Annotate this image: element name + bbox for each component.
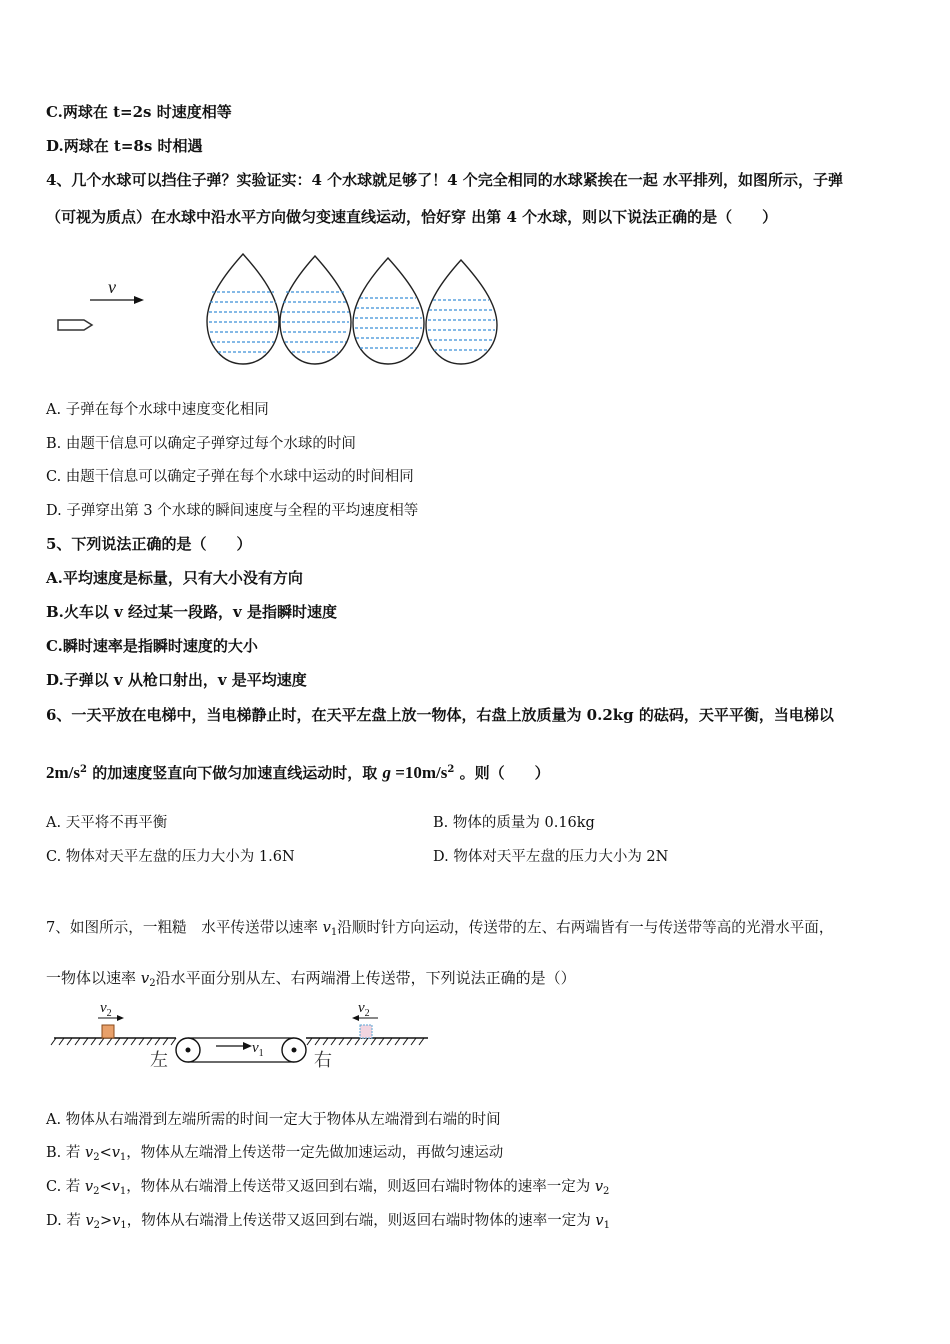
- q5-option-b: B.火车以 v 经过某一段路，v 是指瞬时速度: [46, 603, 338, 621]
- q5-option-d: D.子弹以 v 从枪口射出，v 是平均速度: [46, 671, 307, 689]
- q4-option-c: C. 由题干信息可以确定子弹在每个水球中运动的时间相同: [46, 469, 414, 485]
- bullet-shape: [58, 320, 92, 330]
- q3-option-c: C.两球在 t=2s 时速度相等: [46, 103, 232, 121]
- q4-stem-line1: 4、几个水球可以挡住子弹？实验证实：4 个水球就足够了！4 个完全相同的水球紧挨在一起 水平排列，如图所示，子弹: [46, 171, 843, 189]
- q6-option-a: A. 天平将不再平衡: [46, 815, 168, 831]
- water-balls-figure: [50, 248, 520, 376]
- q6-option-d: D. 物体对天平左盘的压力大小为 2N: [433, 849, 669, 865]
- right-block: [360, 1025, 372, 1038]
- q7-option-d: D. 若 $v_2>v_1$，物体从右端滑上传送带又返回到右端，则返回右端时物体的速率一定为 $v_1$: [46, 1213, 610, 1231]
- acceleration-value: 2m/s: [46, 763, 80, 782]
- q4-option-b: B. 由题干信息可以确定子弹穿过每个水球的时间: [46, 436, 356, 452]
- q6-stem-line1: 6、一天平放在电梯中，当电梯静止时，在天平左盘上放一物体，右盘上放质量为 0.2kg 的砝码，天平平衡，当电梯以: [46, 706, 834, 724]
- q7-option-a: A. 物体从右端滑到左端所需的时间一定大于物体从左端滑到右端的时间: [46, 1112, 501, 1128]
- fig-velocity-label: v: [108, 277, 116, 297]
- conveyor-belt-figure: [50, 998, 440, 1076]
- svg-text:v2: $v_2$: [100, 1000, 112, 1019]
- q4-option-d: D. 子弹穿出第 3 个水球的瞬间速度与全程的平均速度相等: [46, 503, 419, 519]
- q3-option-d: D.两球在 t=8s 时相遇: [46, 137, 203, 155]
- q6-stem-line2: $2m/s^2$ 的加速度竖直向下做匀加速直线运动时，取 $g =10m/s^2$ 。则（ ）: [46, 763, 550, 782]
- q5-option-a: A.平均速度是标量，只有大小没有方向: [46, 569, 303, 587]
- q4-stem-line2: （可视为质点）在水球中沿水平方向做匀变速直线运动，恰好穿 出第 4 个水球，则以下说法正确的是（ ）: [46, 208, 778, 226]
- q7-option-c: C. 若 $v_2<v_1$，物体从右端滑上传送带又返回到右端，则返回右端时物体的速率一定为 $v_2$: [46, 1179, 610, 1197]
- q7-stem-line2: 一物体以速率 $v_2$沿水平面分别从左、右两端滑上传送带，下列说法正确的是（）: [46, 969, 576, 989]
- left-block: [102, 1025, 114, 1038]
- q5-stem: 5、下列说法正确的是（ ）: [46, 535, 252, 553]
- fig-left-label: 左: [150, 1050, 168, 1071]
- fig-right-label: 右: [314, 1050, 332, 1071]
- q7-stem-line1: 7、如图所示，一粗糙 水平传送带以速率 $v_1$沿顺时针方向运动，传送带的左、右两端皆有一与传送带等高的光滑水平面，: [46, 919, 834, 938]
- q7-option-b: B. 若 $v_2<v_1$，物体从左端滑上传送带一定先做加速运动，再做匀速运动: [46, 1145, 504, 1163]
- q4-option-a: A. 子弹在每个水球中速度变化相同: [46, 402, 269, 418]
- svg-text:v1: $v_1$: [252, 1040, 264, 1059]
- svg-text:v2: $v_2$: [358, 1000, 370, 1019]
- q6-option-b: B. 物体的质量为 0.16kg: [433, 815, 595, 831]
- q6-option-c: C. 物体对天平左盘的压力大小为 1.6N: [46, 849, 295, 865]
- q5-option-c: C.瞬时速率是指瞬时速度的大小: [46, 637, 258, 655]
